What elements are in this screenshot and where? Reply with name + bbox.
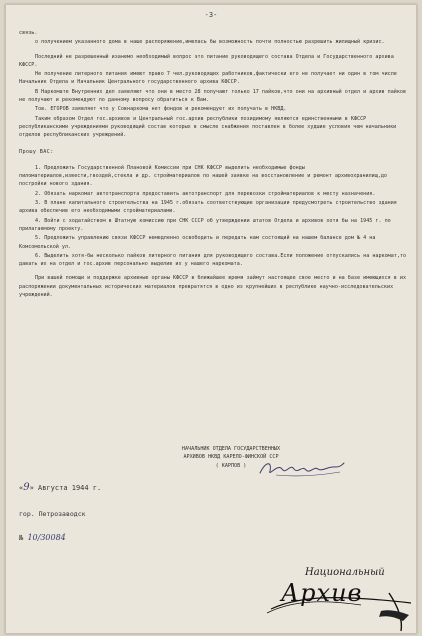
paragraph: В Наркомате Внутренних дел заявляют что они в место 28 получают только 17 пайков,что они на архивный отдел и архив пайков не получают и рекомендуют по данному вопросу обратиться к Вам. [19,88,407,104]
request-item: 3. В плане капитального строительства на 1945 г.обязать соответствующие организации предусмотреть строительство здания архива обеспечив его необходимыми стройматериалами. [19,200,397,215]
request-item: 1. Предложить Государственной Плановой Комиссии при СНК КФССР выделить необходимые фонды пиломатериалов,извести,гвоздей,стекла и др. стройматериалов по нашей заявке на восстановление и ремонт архивохранилищ,до постройки нового здания. [19,164,388,188]
page-number: -3- [204,11,218,19]
watermark-line1: Национальный [305,567,385,578]
paragraph: Тов. ЕГОРОВ заявляет что у Совнаркома нет фондов и рекомендует их получать в НКВД. [35,106,287,113]
closing-paragraph: При вашей помощи и поддержке архивные органы КФССР в ближайшее время займут настоящее свое место и на базе имеющихся в их распоряжении документальных исторических материалов превратятся в одно из крупнейших в республике научно-исследовательских учреждений. [19,275,407,299]
signature-title-line: НАЧАЛЬНИК ОТДЕЛА ГОСУДАРСТВЕННЫХ [181,446,281,452]
city-line: гор. Петрозаводск [19,510,86,518]
document-date: «9» Августа 1944 г. [19,482,102,493]
paragraph: связь. [19,30,38,36]
signature-title-line: АРХИВОВ НКВД КАРЕЛО-ФИНСКОЙ ССР [183,454,279,461]
letter-body [19,29,407,300]
address-line: Прошу ВАС: [19,148,54,155]
request-item: 6. Выделить хотя-бы несколько пайков литерного питания для руководящего состава.Если положение отпускались на наркомат,то давать их на отдел и гос.архив персонально выделив их у нашего наркомата. [19,252,407,268]
outgoing-number [19,533,66,542]
request-item: 2. Обязать наркомат автотранспорта предоставить автотранспорт для перевозки стройматериалов к месту назначения. [35,190,376,197]
paragraph: о получением указанного дома в наше распоряжение,имелась бы возможность почти полностью разрешить жилищный кризис. [35,39,385,46]
signature-name: ( КАРПОВ ) [215,462,247,469]
date-day-handwritten: 9 [23,482,30,493]
request-item: 4. Войти с ходатайством в Штатную комиссию при СНК СССР об утверждении штатов Отдела и архивов хотя бы на 1945 г. по прилагаемому проекту. [19,217,391,232]
watermark-line2: Архив [281,579,363,607]
document-page [5,4,417,634]
outgoing-number-handwritten: 10/30084 [27,533,66,542]
paragraph: Не получение литерного питания имеют право 7 чел.руководящих работников,фактически его не получает ни один в том числе Начальник Отдела и Начальник Центрального государственного архива КФССР. [19,71,397,86]
archive-watermark-logo [261,565,417,634]
paragraph: Последний не разрешенный изанемо необходимый вопрос это питание руководящего состава Отдела и Государственного архива КФССР. [19,53,394,68]
date-month-year: Августа 1944 г. [38,484,102,492]
request-item: 5. Предложить управлению связи КФССР немедленно освободить и передать нам состоящий на нашем балансе дом № 4 на Комсомольской ул. [19,235,376,250]
paragraph: Таким образом Отдел гос.архивов и Центральный гос.архив республики позидимому являются единственными в КФССР республиканскими учреждениями руководящий состав которых в смысле снабжения поставлен в более худшие условия чем начальники отделов республиканских учреждений. [19,115,397,139]
handwritten-signature [256,457,346,479]
outgoing-prefix: № [19,534,24,542]
